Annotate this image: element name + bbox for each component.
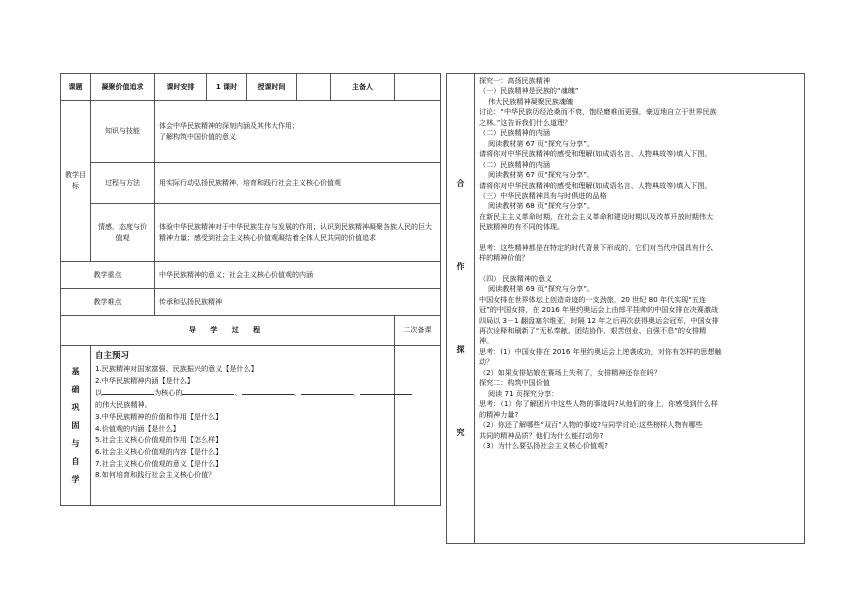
inquiry-line: 四局以 3－1 翻盘塞尔维亚，时隔 12 年之后再次获得奥运会冠军，中国女排 [479,315,719,325]
preview-list [95,363,390,481]
objective-label-process: 过程与方法 [91,163,155,204]
hours-value: 1 课时 [207,74,247,101]
hours-label: 课时安排 [155,74,207,101]
preview-item-2-end: 的伟大民族精神。 [95,400,152,410]
inquiry-line: 共同的精神品质？他们为什么能打动你? [479,430,604,440]
inquiry-line: 思考：（1）你了解团片中这些人物的事迹吗?从他们的身上，你感受到什么样 [479,399,718,409]
inquiry-line: （2）你还了解哪些“双百”人物的事迹?与同学讨论:这些榜样人物有哪些 [479,420,703,430]
inquiry-line: 请将你对中华民族精神的感受和理解(如成语名言、人物典故等)填入下图。 [479,149,712,159]
second-prep-cell[interactable] [395,346,441,506]
inquiry-line: 之林。”这告诉我们什么道理？ [479,117,572,127]
preview-item-2: 2.中华民族精神内涵【是什么】 [95,375,194,385]
preview-item-3: 3.中华民族精神的价值和作用【是什么】 [95,411,223,421]
inquiry-line: 讨论：“中华民族历经沧桑而不衰，饱经磨难而更强，豪迈地自立于世界民族 [479,107,717,117]
side-char-2: 作 [456,261,465,271]
topic-label: 课题 [61,74,91,101]
inquiry-line: 在新民主主义革命时期，在社会主义革命和建设时期以及改革开放时期伟大 [479,211,714,221]
inquiry-line: （2）如果女排姑娘在赛场上失利了，女排精神还存在吗？ [479,367,661,377]
preview-item-5: 5.社会主义核心价值观的作用【怎么样】 [95,435,223,445]
inquiry-line: 阅读教材第 69 页“探究与分享”。 [479,284,595,294]
inquiry-line: 探究二：构筑中国价值 [479,378,550,388]
preparer-value[interactable] [395,74,441,101]
topic-value: 凝聚价值追求 [91,74,155,101]
key-point-text: 中华民族精神的意义；社会主义核心价值观的内涵 [155,262,441,289]
blank-field[interactable] [360,386,412,395]
preview-item-2-fill: 以 为核心的 、 、 、 [95,386,390,399]
inquiry-line: 再次诠释和刷新了“无私奉献、团结协作、艰苦创业、自强不息”的女排精 [479,325,707,335]
inquiry-line: 伟大民族精神凝聚民族魂魄 [479,96,574,106]
key-point-label: 教学重点 [61,262,155,289]
side-char-1: 合 [456,178,465,188]
second-prep-label: 二次备课 [395,316,441,346]
time-label: 授课时间 [247,74,297,101]
inquiry-side-cell [447,74,475,544]
inquiry-content-cell [475,74,805,544]
objective-label-knowledge: 知识与技能 [91,101,155,163]
side-char-3: 探 [456,344,465,354]
inquiry-line: （二）民族精神的内涵 [479,128,550,138]
inquiry-text [479,76,800,451]
inquiry-line: （四） 民族精神的意义 [479,273,553,283]
inquiry-line: 冠”的中国女排，在 2016 年里约奥运会上由郎平挂帅的中国女排在决赛激战 [479,305,719,315]
inquiry-line: 动？ [479,357,494,367]
time-value[interactable] [297,74,331,101]
lesson-plan-table [60,73,441,506]
preview-cell [91,346,395,506]
preview-item-8: 8.如何培育和践行社会主义核心价值？ [95,470,216,480]
inquiry-line: 阅读教材第 67 页“探究与分享”。 [479,170,595,180]
inquiry-line: 请将你对中华民族精神的感受和理解(如成语名言、人物典故等)填入下图。 [479,180,712,190]
objective-text-attitude: 体验中华民族精神对于中华民族生存与发展的作用；认识到民族精神凝聚各族人民的巨大精神力量；感受到社会主义核心价值观凝结着全体人民共同的价值追求 [155,204,441,262]
blank-field[interactable] [102,386,154,395]
preview-item-1: 1.民族精神对国家富强、民族振兴的意义【是什么】 [95,364,258,373]
objectives-label: 教学目标 [61,101,91,262]
preview-item-6: 6.社会主义核心价值观的内容【是什么】 [95,446,223,456]
inquiry-line: 思考：(1）中国女排在 2016 年里约奥运会上逆袭成功，对你有怎样的思想触 [479,346,722,356]
inquiry-line [479,233,800,243]
objective-text-process: 用实际行动弘扬民族精神，培育和践行社会主义核心价值观 [155,163,441,204]
inquiry-line: 样的精神价值？ [479,253,529,263]
objective-text-knowledge: 体会中华民族精神的深刻内涵及其伟大作用； 了解构筑中国价值的意义 [155,101,441,163]
inquiry-table [446,73,805,544]
blank-field[interactable] [242,386,294,395]
side-char-4: 究 [456,427,465,437]
preview-title: 自主预习 [95,351,130,361]
inquiry-line: 阅读教材第 68 页“探究与分享”。 [479,201,595,211]
inquiry-line: 阅读教材第 67 页“探究与分享”。 [479,138,595,148]
preview-item-7: 7.社会主义核心价值观的意义【是什么】 [95,458,223,468]
blank-field[interactable] [182,386,234,395]
preparer-label: 主备人 [331,74,395,101]
inquiry-line: （三）中华民族精神具有与时俱进的品格 [479,190,607,200]
self-study-side-cell [61,346,91,506]
inquiry-line: 神。 [479,336,494,346]
inquiry-line: （二）民族精神的内涵 [479,159,550,169]
inquiry-line: 思考：这些精神都是在特定的时代背景下形成的，它们对当代中国具有什么 [479,242,714,252]
blank-field[interactable] [301,386,353,395]
preview-item-4: 4.价值观的内涵【是什么】 [95,423,180,433]
side-label-self-study: 基础巩固与自学 [71,366,80,484]
inquiry-line: 民族精神的有不同的体现。 [479,222,565,232]
process-header: 导 学 过 程 [61,316,395,346]
objective-label-attitude: 情感、态度与价值观 [91,204,155,262]
inquiry-line: 阅读 71 页探究分享： [479,388,559,398]
inquiry-line: 的精神力量? [479,409,519,419]
inquiry-line: （3）为什么要弘扬社会主义核心价值观? [479,440,608,450]
inquiry-line: （一）民族精神是民族的“魂魄” [479,86,579,96]
difficulty-text: 传承和弘扬民族精神 [155,289,441,316]
inquiry-line: 探究一：高扬民族精神 [479,76,550,85]
difficulty-label: 教学难点 [61,289,155,316]
inquiry-line: 中国女排在世界体坛上创造奇迹的一支劲旅，20 世纪 80 年代实现“五连 [479,294,707,304]
inquiry-line [479,264,800,274]
